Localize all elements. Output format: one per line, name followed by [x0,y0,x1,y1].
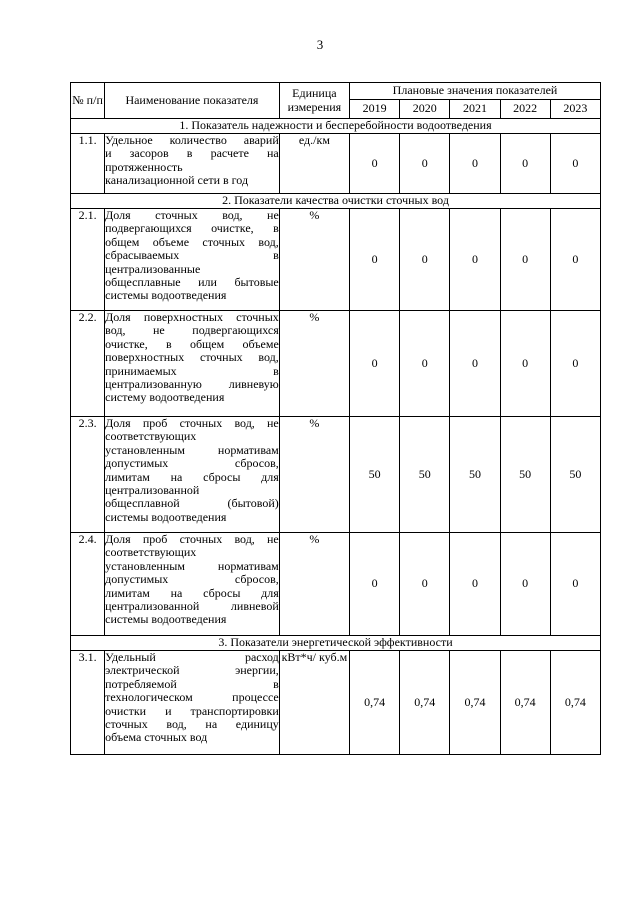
indicator-name-line: Доля проб сточных вод, не [105,532,279,546]
table-row [71,209,601,311]
table-body [71,119,601,755]
plan-value: 0 [500,311,550,417]
indicator-name-line: установленным нормативам [105,558,279,573]
unit-cell: ед./км [279,134,349,194]
plan-value: 0 [450,209,500,311]
indicator-name-line: технологическом процессе [105,690,279,705]
section-row [71,119,601,134]
table-row [71,533,601,636]
plan-value: 0 [450,311,500,417]
plan-value: 0 [350,209,400,311]
indicator-name-line: общем объеме сточных вод, [105,234,279,249]
indicator-name-line: допустимых сбросов, [105,456,279,471]
plan-value: 0 [550,311,600,417]
indicator-name-line: общесплавные или бытовые [105,275,279,290]
row-number: 1.1. [71,134,105,194]
plan-value: 0 [500,533,550,636]
indicators-table [70,82,601,755]
indicator-name [105,311,280,417]
plan-value: 0,74 [500,651,550,755]
header-year: 2021 [450,100,500,119]
indicator-name-line: централизованной ливневой [105,599,279,614]
indicator-name-line: Доля проб сточных вод, не [105,416,279,430]
indicator-name [105,651,280,755]
indicator-name [105,417,280,533]
header-name: Наименование показателя [105,83,280,119]
section-title: 3. Показатели энергетической эффективности [71,636,601,651]
indicator-name-line: централизованной [105,483,200,498]
section-row [71,194,601,209]
indicator-name [105,533,280,636]
page-number: 3 [316,37,324,52]
row-number: 2.2. [71,311,105,417]
indicator-name-line: вод, не подвергающихся [105,323,279,338]
plan-value: 0 [550,134,600,194]
indicator-name-line: общесплавной (бытовой) [105,496,279,511]
plan-value: 0,74 [550,651,600,755]
indicator-name-line: централизованные [105,261,201,276]
header-year: 2023 [550,100,600,119]
row-number: 2.3. [71,417,105,533]
plan-value: 0 [350,311,400,417]
plan-value: 50 [350,417,400,533]
table-row [71,417,601,533]
indicator-name-line: очистке, в общем объеме [105,336,279,351]
plan-value: 0 [350,533,400,636]
unit-cell: % [279,311,349,417]
indicator-name-line: соответствующих [105,429,197,444]
indicator-name-line: протяженность [105,159,183,174]
row-number: 3.1. [71,651,105,755]
table-row [71,651,601,755]
indicator-name-line: допустимых сбросов, [105,572,279,587]
indicator-name-line: централизованную ливневую [105,377,279,392]
indicator-name-line: очистки и транспортировки [105,703,279,718]
section-title: 1. Показатель надежности и бесперебойности водоотведения [71,119,601,134]
indicator-name-line: Удельное количество аварий [105,133,279,147]
header-year: 2019 [350,100,400,119]
row-number: 2.4. [71,533,105,636]
unit-cell: % [279,209,349,311]
indicator-name-line: сбрасываемых в [105,248,279,263]
plan-value: 0 [400,209,450,311]
plan-value: 50 [550,417,600,533]
indicator-name-line: системы водоотведения [105,288,227,303]
plan-value: 50 [400,417,450,533]
plan-value: 0,74 [350,651,400,755]
indicator-name-line: лимитам на сбросы для [105,585,279,600]
plan-value: 0 [450,533,500,636]
indicator-name-line: принимаемых в [105,363,279,378]
indicator-name [105,134,280,194]
plan-value: 0 [400,134,450,194]
indicator-name-line: Удельный расход [105,650,279,664]
unit-cell: кВт*ч/ куб.м [279,651,349,755]
section-row [71,636,601,651]
indicator-name-line: поверхностных сточных вод, [105,350,279,365]
table-row [71,311,601,417]
indicator-name-line: объема сточных вод [105,730,208,745]
plan-value: 0,74 [450,651,500,755]
indicator-name-line: канализационной сети в год [105,173,249,188]
unit-cell: % [279,417,349,533]
indicator-name-line: потребляемой в [105,676,279,691]
indicator-name-line: сточных вод, на единицу [105,717,279,732]
header-num: № п/п [71,83,105,119]
indicator-name [105,209,280,311]
plan-value: 0,74 [400,651,450,755]
plan-value: 0 [500,134,550,194]
header-unit: Единица измерения [279,83,349,119]
indicator-name-line: электрической энергии, [105,663,279,678]
plan-value: 0 [400,533,450,636]
indicator-name-line: установленным нормативам [105,442,279,457]
section-title: 2. Показатели качества очистки сточных вод [71,194,601,209]
indicator-name-line: систему водоотведения [105,390,225,405]
plan-value: 50 [500,417,550,533]
plan-value: 0 [550,533,600,636]
plan-value: 50 [450,417,500,533]
indicator-name-line: подвергающихся очистке, в [105,221,279,236]
unit-cell: % [279,533,349,636]
header-plan: Плановые значения показателей [350,83,601,100]
indicator-name-line: лимитам на сбросы для [105,469,279,484]
indicator-name-line: системы водоотведения [105,509,227,524]
indicator-name-line: и засоров в расчете на [105,146,279,161]
plan-value: 0 [350,134,400,194]
indicator-name-line: соответствующих [105,545,197,560]
plan-value: 0 [500,209,550,311]
indicator-name-line: Доля сточных вод, не [105,208,279,222]
plan-value: 0 [400,311,450,417]
plan-value: 0 [450,134,500,194]
table-row [71,134,601,194]
header-year: 2020 [400,100,450,119]
indicator-name-line: системы водоотведения [105,612,227,627]
row-number: 2.1. [71,209,105,311]
header-year: 2022 [500,100,550,119]
indicator-name-line: Доля поверхностных сточных [105,310,279,324]
plan-value: 0 [550,209,600,311]
